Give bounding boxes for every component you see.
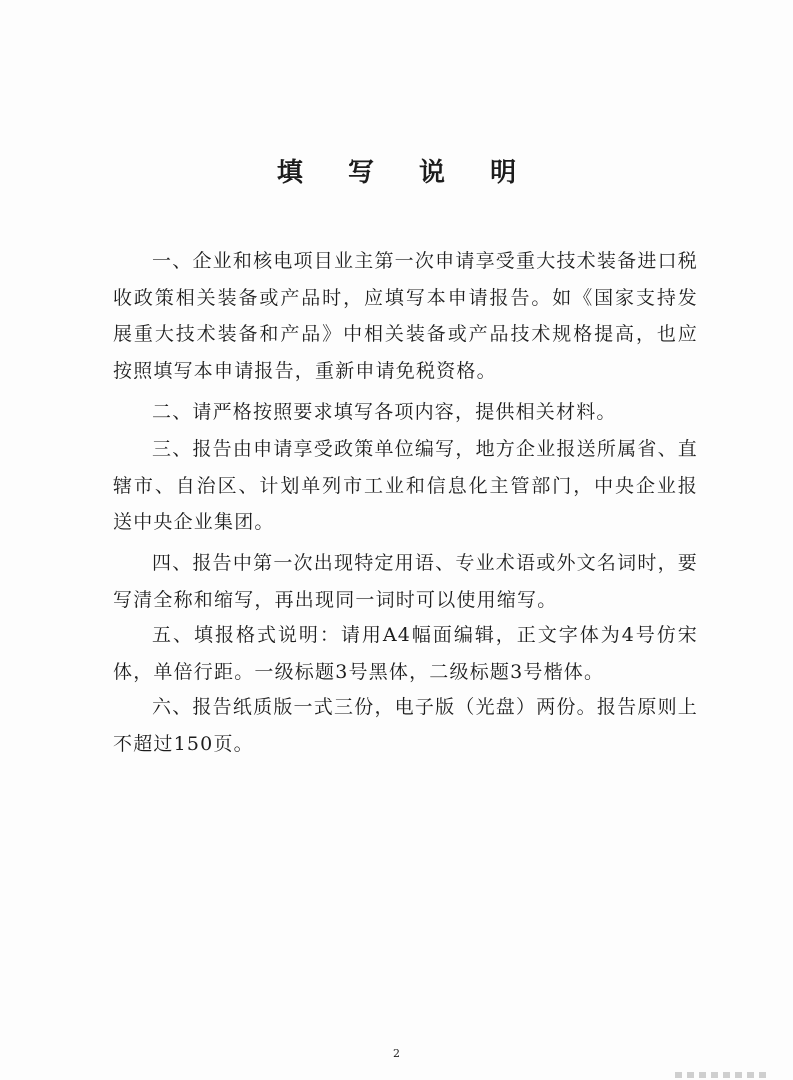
paragraph-1: 一、企业和核电项目业主第一次申请享受重大技术装备进口税收政策相关装备或产品时，应填写本申请报告。如《国家支持发展重大技术装备和产品》中相关装备或产品技术规格提高，也应按照填写本申请报告，重新申请免税资格。 <box>113 250 698 382</box>
page-number: 2 <box>393 1047 400 1060</box>
watermark-mark <box>675 1072 771 1078</box>
paragraph-5: 五、填报格式说明：请用A4幅面编辑，正文字体为4号仿宋体，单倍行距。一级标题3号黑体，二级标题3号楷体。 <box>113 624 698 683</box>
paragraph-2: 二、请严格按照要求填写各项内容，提供相关材料。 <box>152 401 617 423</box>
page-title: 填 写 说 明 <box>276 158 535 188</box>
paragraph-6: 六、报告纸质版一式三份，电子版（光盘）两份。报告原则上不超过150页。 <box>113 696 698 755</box>
paragraph-4: 四、报告中第一次出现特定用语、专业术语或外文名词时，要写清全称和缩写，再出现同一词时可以使用缩写。 <box>113 552 698 611</box>
paragraph-3: 三、报告由申请享受政策单位编写，地方企业报送所属省、直辖市、自治区、计划单列市工业和信息化主管部门，中央企业报送中央企业集团。 <box>113 438 698 533</box>
